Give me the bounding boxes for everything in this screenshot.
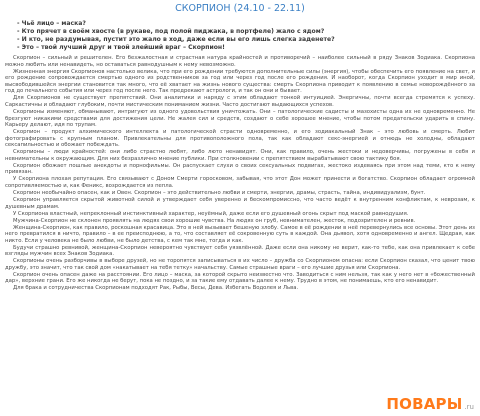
paragraph: Скорпион – сильный и решителен. Его безжалостная и страстная натура крайностей и противоречий – наиболее сильный в ряду Знаков Зодиака. Скорпиона можно любить или ненавидеть, но оставаться равнодушным к нему невозможно. bbox=[5, 55, 475, 68]
article-body bbox=[5, 55, 475, 292]
dialog-block bbox=[17, 20, 475, 52]
watermark-domain: .ru bbox=[464, 403, 474, 411]
site-watermark bbox=[386, 395, 474, 413]
paragraph: Скорпионы – люди крайностей: они либо страстно любят, либо люто ненавидят. Они, как правило, очень жестоки и недоверчивы, погружены в себя и невнимательны к окружающим. Для них безразлично мнение публики. При столкновении с препятствием вырабатывают свою тактику боя. bbox=[5, 149, 475, 162]
paragraph: У Скорпиона властный, непреклонный инстинктивный характер, неуёмный, даже если его душевный огонь скрыт под маской равнодушия. bbox=[13, 210, 409, 217]
paragraph: Скорпионы очень разборчивы в выборе друзей, но не торопятся записываться в их число – дружба со Скорпионом опасна: если Скорпион сказал, что ценит твою дружбу, это значит, что так свой дом «накатывает на тебя тетку» начальству. Самые страшные враги – его лучшие друзья или Скорпиона. bbox=[5, 258, 475, 271]
paragraph: Скорпион – продукт алхимического интеллекта и патологической страсти одновременно, и его зодиакальный Знак – это любовь и смерть. Любит фотографировать с крупным планом. Привлекательны для противоположного пола, так как обладают секс-энергией и отнюдь не холодны, обладают сексапильностью и обожает побеждать. bbox=[5, 129, 475, 149]
watermark-logo: ПОВАРЫ bbox=[386, 395, 463, 413]
paragraph: Женщина-Скорпион, как правило, роскошная красавица. Это в ней вызывает бешеную злобу. Самое в её рождении в неё перевернулись все основы. Этот день из него превратился в ничто, правило – в ее преисподнюю, а то, что составляет её сокровенную суть в каждой. Она дьявол, хотя одновременно и ангел. Щедрая, как никто. Если у человека не было любви, не было детства, с кем так мне, тогда и как. bbox=[5, 224, 475, 244]
dialog-line: - Кто прячет в своём хвосте (в рукаве, под полой пиджака, в портфеле) жало с ядом? bbox=[17, 28, 325, 35]
paragraph: У Скорпиона плохая репутация. Его связывают с Доном Смерти горосковом, забывая, что этот Дон может принести и богатство. Скорпион обладает огромной сопротивляемостью и, как Феникс, возрождается из пепла. bbox=[5, 176, 475, 190]
paragraph: Для Скорпионов не существует препятствий. Они аналитики и наряду с этим обладают тонкой интуицией. Энергичны, почти всегда стремятся к успеху. Саркастичны и обладают глубоким, почти мистическим пониманием жизни. Часто достигают выдающихся успехов. bbox=[5, 95, 475, 108]
paragraph: Скорпионы изменяют, обманывают, интригуют из одного удовольствия уничтожать. Они – патологические садисты и мазохисты одна их не одновременно. Не брезгуют никакими средствами для достижения цели. Не жалея сил и средств, создают о себе хорошее мнение, чтобы потом предательски ударить в спину. Карьеру делают, идя по трупам. bbox=[5, 108, 475, 129]
paragraph: Будучи страшно ревнивой, женщина-Скорпион невероятно чувствует себя уязвлённой. Даже если она никому не верит, как-то тебе, как она привлекает к себе взгляды мужчин всех Знаков Зодиака. bbox=[5, 244, 475, 258]
paragraph: Скорпион необычайно опасен, как и Овен. Скорпион – это действительно любви и смерти, энергии, драмы, страсть, тайна, индивидуализм, бунт. bbox=[13, 190, 426, 196]
paragraph: Скорпион управляется скрытой животной силой и утверждает себя уверенно и бескомпромиссно, что часто ведёт к внутренним конфликтам, к неврозам, к душевным драмам. bbox=[5, 196, 475, 210]
paragraph: Скорпион обожает пошлые анекдоты и порнофильмы. Он распускает слухи о своих сексуальных подвигах, жестоко издеваясь при этом над теми, кто к нему привязан. bbox=[5, 162, 475, 176]
paragraph: Скорпион очень опасен даже на расстоянии. Его лицо – маска, за которой скрыто неизвестно что. Заводиться с ним нельзя, так как у него нет в «божественный дар», верхние грани. Его же никогда не берут, пока не поздно, и за такие ему отдавать далее к нему. Трудно в этом, не понимаешь, кто его ненавидит. bbox=[5, 271, 475, 285]
dialog-line: - Это – твой лучший друг и твой злейший враг – Скорпион! bbox=[17, 44, 225, 51]
page-title: СКОРПИОН (24.10 - 22.11) bbox=[175, 3, 305, 14]
dialog-line: - И кто, не раздумывая, пустит это жало в ход, даже если вы его лишь слегка заденете? bbox=[17, 36, 335, 43]
paragraph: Мужчина-Скорпион не склонен проявлять на людях свои хорошие чувства. На людях он груб, невнимателен, жесток, подозрителен и ревнив. bbox=[13, 217, 416, 224]
dialog-line: - Чьё лицо – маска? bbox=[17, 20, 86, 27]
paragraph: Для брака и сотрудничества Скорпионам подходят Рак, Рыбы, Весы, Дева. Избегать Водолея и Льва. bbox=[13, 285, 299, 292]
paragraph: Жизненная энергия Скорпионов настолько велика, что при его рождении требуются дополнительные силы (энергия), чтобы обеспечить его появление на свет, и его рождение сопровождается смертью одного из родственников за год или через год после его рождения. И наоборот, когда Скорпион уходит в мир иной, высвободившейся энергии становится так много, что её хватает на жизнь нового существа: смерть Скорпиона приводит к появлению в семье новорождённого за год до печального события или через год после него. Так предрекают астрологи, и так он они и бывает. bbox=[5, 68, 475, 95]
